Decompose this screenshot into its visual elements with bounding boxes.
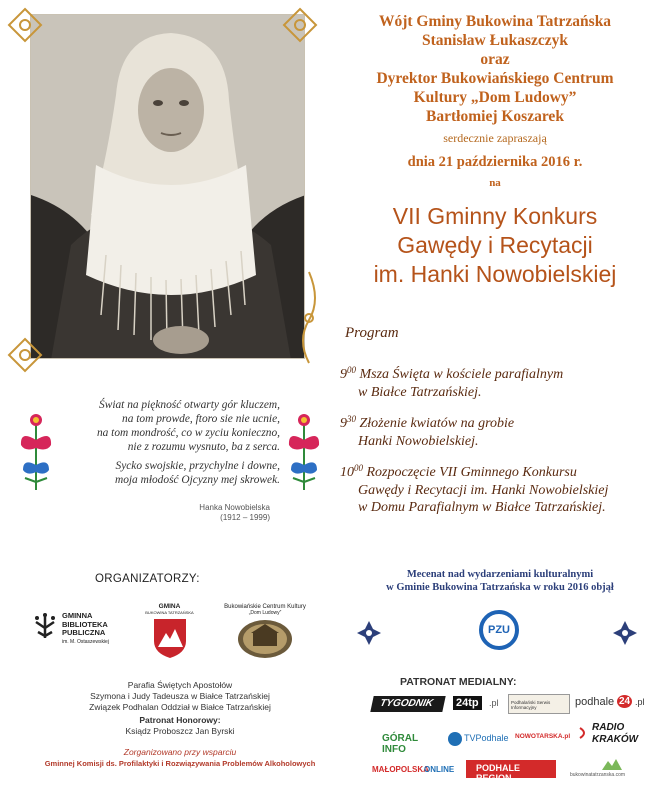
portrait-photo xyxy=(30,14,305,359)
tvp-circle-icon xyxy=(448,732,462,746)
title-line-2: Gawędy i Recytacji xyxy=(397,232,593,258)
parish-line: Szymona i Judy Tadeusza w Białce Tatrzańskiej xyxy=(90,691,270,701)
nowotarska-label: NOWOTARSKA.pl xyxy=(515,733,571,740)
association-line: Związek Podhalan Oddział w Białce Tatrzańskiej xyxy=(89,702,271,712)
ornament-top-left-icon xyxy=(5,5,45,45)
podhale-region-label: PODHALE REGION xyxy=(476,763,521,783)
ornament-side-icon xyxy=(295,270,323,365)
tp24-suffix: .pl xyxy=(489,698,499,708)
honorary-patron: Ksiądz Proboszcz Jan Byrski xyxy=(125,726,235,736)
tvp-podhale-logo xyxy=(448,730,508,748)
radio-label: RADIO xyxy=(592,722,625,733)
malopolska-online-logo xyxy=(372,764,462,778)
centrum-label: Bukowiańskie Centrum Kultury xyxy=(224,604,306,610)
folk-rosette-left-icon xyxy=(356,620,382,646)
program-text: Rozpoczęcie VII Gminnego Konkursu xyxy=(366,465,577,480)
radio-krakow-logo xyxy=(578,722,648,752)
program-item xyxy=(340,362,660,401)
bukowina-portal-logo xyxy=(570,758,655,782)
poem-line: moja młodość Ojcyzny mej skrowek. xyxy=(114,474,280,486)
parish-line: Parafia Świętych Apostołów xyxy=(127,680,233,690)
poem-line: na tom mondrość, co w zyciu konieczno, xyxy=(96,427,280,439)
ornament-bottom-left-icon xyxy=(5,335,45,375)
author-name: Hanka Nowobielska xyxy=(199,503,270,512)
program-hour: 9 xyxy=(340,367,347,382)
library-name-line: PUBLICZNA xyxy=(62,628,106,637)
header-line-5: Kultury „Dom Ludowy” xyxy=(413,89,577,106)
library-logo xyxy=(32,612,142,662)
nowotarska-logo xyxy=(515,733,575,745)
centrum-label: „Dom Ludowy” xyxy=(248,610,282,616)
program-text: Złożenie kwiatów na grobie xyxy=(359,416,515,431)
folk-rosette-right-icon xyxy=(612,620,638,646)
header-na: na xyxy=(489,177,501,189)
program-text: w Białce Tatrzańskiej. xyxy=(358,384,482,400)
dom-ludowy-emblem-icon xyxy=(236,618,294,660)
program-heading: Program xyxy=(345,325,399,341)
support-commission: Gminnej Komisji ds. Profilaktyki i Rozwiązywania Problemów Alkoholowych xyxy=(44,759,316,768)
mountains-icon xyxy=(602,758,622,770)
program-hour: 10 xyxy=(340,465,354,480)
support-label: Zorganizowano przy wsparciu xyxy=(123,747,237,757)
invitation-header xyxy=(335,12,655,189)
pzu-label: PZU xyxy=(488,624,510,636)
podhale24-suffix: .pl xyxy=(635,697,645,707)
gmina-label: GMINA xyxy=(158,603,181,610)
media-patronage-heading: PATRONAT MEDIALNY: xyxy=(400,676,517,688)
portrait-illustration xyxy=(31,15,305,359)
tp24-label: 24tp xyxy=(453,696,482,710)
poem xyxy=(70,398,280,492)
podhale-region-logo xyxy=(466,760,556,783)
folk-flower-right-icon xyxy=(283,410,325,495)
podhale24-number: 24 xyxy=(619,696,631,707)
program-text: Gawędy i Recytacji im. Hanki Nowobielskiej xyxy=(358,482,609,498)
online-label: ONLINE xyxy=(424,765,455,774)
program-minute: 00 xyxy=(347,365,356,375)
patron-line: Mecenat nad wydarzeniami kulturalnymi xyxy=(406,569,594,580)
radio-waves-icon xyxy=(578,726,590,740)
krakow-label: KRAKÓW xyxy=(592,734,639,745)
title-line-1: VII Gminny Konkurs xyxy=(392,203,598,229)
program-list xyxy=(340,362,660,527)
library-name-line: BIBLIOTEKA xyxy=(62,619,108,629)
gmina-logo xyxy=(142,603,197,665)
tp24-logo xyxy=(453,696,503,712)
ornament-top-right-icon xyxy=(280,5,320,45)
bukowina-portal-label: bukowinatatrzanska.com xyxy=(570,772,626,778)
program-item xyxy=(340,411,660,450)
header-line-6: Bartłomiej Koszarek xyxy=(426,108,564,125)
pzu-logo xyxy=(479,610,519,650)
folk-flower-left-icon xyxy=(15,410,57,495)
gmina-label: BUKOWINA TATRZAŃSKA xyxy=(145,610,194,615)
program-minute: 30 xyxy=(347,414,356,424)
poem-line: Świat na piękność otwarty gór kluczem, xyxy=(99,399,280,411)
program-text: w Domu Parafialnym w Białce Tatrzańskiej. xyxy=(358,500,606,515)
program-hour: 9 xyxy=(340,416,347,431)
header-line-4: Dyrektor Bukowiańskiego Centrum xyxy=(376,70,614,87)
organizers-heading: ORGANIZATORZY: xyxy=(95,573,200,585)
patron-text xyxy=(355,568,645,594)
portal-label: Podhalański Serwis Informacyjny xyxy=(511,700,551,710)
tygodnik-label: TYGODNIK xyxy=(378,698,435,709)
program-item xyxy=(340,460,660,517)
poem-line: nie z rozumu wysnuto, ba z serca. xyxy=(127,441,280,453)
event-date: dnia 21 października 2016 r. xyxy=(407,154,583,170)
library-name-line: GMINNA xyxy=(62,611,93,620)
portal-logo xyxy=(508,694,570,714)
podhale24-logo xyxy=(575,696,655,712)
poem-line: Sycko swojskie, przychylne i downe, xyxy=(115,460,280,472)
goral-info-logo xyxy=(382,728,442,755)
tygodnik-logo xyxy=(370,696,445,712)
honorary-patronage-label: Patronat Honorowy: xyxy=(139,715,221,725)
header-invite: serdecznie zapraszają xyxy=(443,131,547,145)
poem-line: na tom prowde, ftoro sie nie ucnie, xyxy=(122,413,280,425)
centrum-kultury-logo xyxy=(210,604,320,666)
podhale24-label: podhale xyxy=(575,696,615,708)
library-name-line: im. M. Ostaszewskiej xyxy=(62,638,109,645)
tvp-podhale-label: TVPodhale xyxy=(464,733,509,743)
library-tree-icon xyxy=(32,612,58,640)
header-line-2: Stanisław Łukaszczyk xyxy=(422,32,568,49)
author-years: (1912 – 1999) xyxy=(220,513,270,522)
coat-of-arms-icon xyxy=(152,617,188,659)
event-title xyxy=(335,202,655,289)
goral-info-label: GÓRAL INFO xyxy=(382,733,418,755)
title-line-3: im. Hanki Nowobielskiej xyxy=(373,261,617,287)
poem-author xyxy=(150,503,270,523)
header-line-1: Wójt Gminy Bukowina Tatrzańska xyxy=(378,13,612,30)
malopolska-label: MAŁOPOLSKA xyxy=(372,765,429,774)
patron-line: w Gminie Bukowina Tatrzańska w roku 2016 objął xyxy=(386,582,614,593)
parish-info xyxy=(30,680,330,769)
program-text: Hanki Nowobielskiej. xyxy=(358,433,479,449)
header-line-3: oraz xyxy=(480,51,510,68)
program-text: Msza Święta w kościele parafialnym xyxy=(359,367,564,382)
program-minute: 00 xyxy=(354,463,363,473)
